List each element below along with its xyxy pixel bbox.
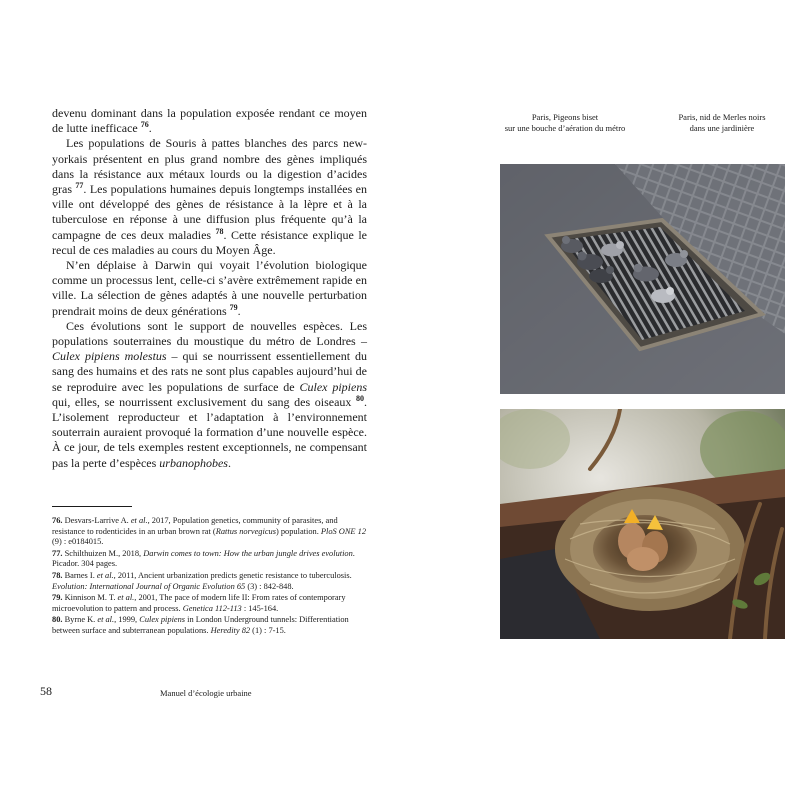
page-number: 58 [40,684,52,698]
footnote-italic: et al. [117,593,135,603]
paragraph-4-text-b: – qui se nourrissent essentiellement du sang des humains et des rats ne sont plus capables aujourd’hui de se reproduire avec les populations de surface de [52,349,368,394]
footnote-divider [52,506,132,507]
footnote-italic: et al. [130,516,148,525]
footnote-number: 80. [52,615,63,625]
caption-pigeons-line-1: Paris, Pigeons biset [531,112,599,122]
footnote-text: (3) : 842-848. [245,581,294,591]
footnote-italic: Evolution: International Journal of Organic Evolution 65 [52,581,246,591]
footnote-ref-79[interactable]: 79 [229,302,238,312]
footnote-text: Barnes I. [62,570,97,580]
footnote-text: (1) : 7-15. [250,625,286,635]
paragraph-4 [52,319,367,471]
footnote-italic: et al. [97,615,115,625]
footnote-italic: Darwin comes to town: How the urban jungle drives evolution [143,548,353,558]
footnote-ref-76[interactable]: 76 [140,120,149,130]
photo-blackbird-nest [500,409,785,639]
footnotes [52,516,367,638]
footnote-text: Desvars-Larrive A. [62,516,131,525]
paragraph-4-text-a: Ces évolutions sont le support de nouvelles espèces. Les populations souterraines du moustique du métro de Londres – [52,318,367,349]
footnote-text: . Picador. 304 pages. [52,548,355,569]
footnote-italic: Heredity 82 [210,625,251,635]
paragraph-3-end: . [237,303,241,318]
footnote-ref-77[interactable]: 77 [75,181,84,191]
footnote-80 [52,615,367,636]
caption-pigeons [490,112,640,134]
footnote-italic: PloS ONE 12 [320,526,367,536]
footnote-ref-78[interactable]: 78 [215,226,224,236]
footnote-text: : 145-164. [241,603,279,613]
footnote-text: Byrne K. [62,615,98,625]
running-title: Manuel d’écologie urbaine [160,688,252,698]
photo-pigeons-on-grate [500,164,785,394]
paragraph-1 [52,106,367,136]
footnote-italic: Rattus norvegicus [215,526,276,536]
footnote-italic: et al. [96,570,114,580]
paragraph-2-text-a: Les populations de Souris à pattes blanches des parcs new-yorkais présentent en plus grand nombre des gènes impliqués dans la résistance aux métaux lourds ou la digestion d’acides gras [52,136,367,197]
caption-pigeons-line-2: sur une bouche d’aération du métro [504,123,626,133]
paragraph-2-text-c: . Cette résistance explique le recul de ces maladies au cours du Moyen Âge. [52,227,367,257]
footnote-text: , 2001, The pace of modern life II: From rates of contemporary microevolution to pattern and process. [52,593,346,613]
species-name-molestus: Culex pipiens molestus [52,349,167,364]
footnote-ref-80[interactable]: 80 [356,393,364,403]
footnote-italic: Culex pipiens [139,615,186,625]
caption-nest-line-2: dans une jardinière [689,123,755,133]
footnote-78 [52,571,367,592]
paragraph-1-end: . [148,121,152,136]
paragraph-2-text-b: . Les populations humaines depuis longtemps installées en ville ont développé des gènes de résistance à la lèpre et à la tuberculose en réponse à une diffusion plus fréquente qu’à la campagne de ces deux maladies [52,182,367,242]
caption-nest [652,112,792,134]
footnote-text: in London Underground tunnels: Differentiation between surface and subterranean populations. [52,615,349,635]
term-urbanophobes: urbanophobes [159,455,228,470]
footnote-text: Schilthuizen M., 2018, [62,548,144,558]
paragraph-3 [52,258,367,319]
footnote-text: , 1999, [114,615,140,625]
pigeons-photo-illustration [500,164,785,394]
paragraph-1-text: devenu dominant dans la population exposée rendant ce moyen de lutte inefficace [52,106,367,136]
footnote-76 [52,516,367,548]
footnote-italic: Genetica 112-113 [182,603,242,613]
nest-photo-illustration [500,409,785,639]
footnote-number: 77. [52,548,63,558]
footnote-text: , 2011, Ancient urbanization predicts genetic resistance to tuberculosis. [113,570,352,580]
footnote-number: 78. [52,570,63,580]
paragraph-4-text-d: . L’isolement reproducteur et l’adaptation à l’environnement souterrain auraient provoqué la formation d’une nouvelle espèce. À ce jour, de tels exemples restent exceptionnels, ne compensant pas la perte d’espèces [52,394,367,470]
paragraph-4-text-e: . [227,455,231,470]
paragraph-2 [52,136,367,258]
footnote-text: ) population. [275,526,321,536]
footnote-79 [52,593,367,614]
footnote-text: Kinnison M. T. [62,593,118,603]
body-text [52,106,367,471]
footnote-number: 76. [52,516,63,525]
footnote-77 [52,549,367,570]
caption-nest-line-1: Paris, nid de Merles noirs [678,112,766,122]
footnote-text: (9) : e0184015. [52,537,104,547]
footnote-text: , 2017, Population genetics, community of parasites, and resistance to rodenticides in an urban brown rat ( [52,516,338,536]
footnote-number: 79. [52,593,63,603]
paragraph-3-text: N’en déplaise à Darwin qui voyait l’évolution biologique comme un processus lent, celle-ci s’avère extrêmement rapide en ville. La sélection de gènes adaptés à une nouvelle perturbation prendrait moins de deux générations [52,258,367,318]
species-name-pipiens: Culex pipiens [299,379,368,394]
paragraph-4-text-c: qui, elles, se nourrissent exclusivement du sang des oiseaux [52,394,356,409]
